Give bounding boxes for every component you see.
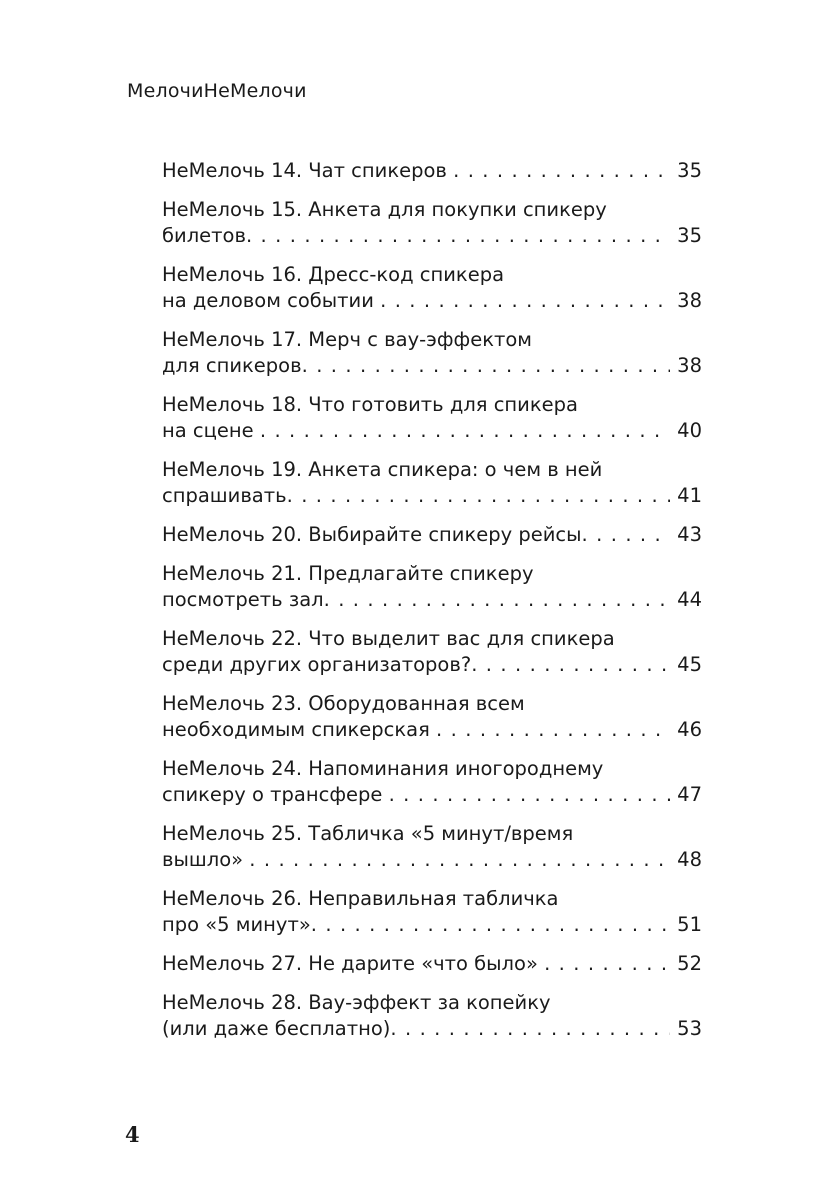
toc-entry[interactable] — [162, 197, 702, 249]
toc-leader-dots — [389, 782, 670, 808]
toc-entry[interactable] — [162, 691, 702, 743]
toc-entry-title-line: НеМелочь 26. Неправильная табличка — [162, 887, 559, 910]
toc-entry-last-line — [162, 587, 702, 613]
toc-entry-last-line — [162, 418, 702, 444]
toc-entry-title-tail: посмотреть зал — [162, 588, 324, 611]
toc-entry-title-tail: НеМелочь 27. Не дарите «что было» — [162, 952, 545, 975]
toc-leader-dots — [471, 652, 670, 678]
toc-entry-title-tail: среди других организаторов? — [162, 653, 472, 676]
toc-entry-last-line — [162, 158, 702, 184]
toc-page-number: 35 — [677, 159, 702, 182]
toc-entry[interactable] — [162, 821, 702, 873]
toc-page-number: 43 — [677, 523, 702, 546]
toc-entry-title-tail: (или даже бесплатно) — [162, 1017, 391, 1040]
toc-entry-title-tail: на сцене — [162, 419, 260, 442]
table-of-contents — [162, 158, 702, 1055]
toc-entry-title-tail: вышло» — [162, 848, 250, 871]
toc-entry[interactable] — [162, 626, 702, 678]
toc-leader-dots — [380, 288, 670, 314]
toc-leader-dots — [311, 912, 670, 938]
toc-leader-dots — [302, 353, 670, 379]
toc-page-number: 51 — [677, 913, 702, 936]
toc-entry-title-line: НеМелочь 22. Что выделит вас для спикера — [162, 627, 615, 650]
toc-entry[interactable] — [162, 990, 702, 1042]
toc-leader-dots — [260, 418, 670, 444]
toc-entry[interactable] — [162, 327, 702, 379]
toc-entry-title-line: НеМелочь 19. Анкета спикера: о чем в ней — [162, 458, 603, 481]
toc-page-number: 52 — [677, 952, 702, 975]
toc-entry[interactable] — [162, 262, 702, 314]
toc-entry-title-tail: спрашивать — [162, 484, 287, 507]
toc-entry-title-line: НеМелочь 16. Дресс-код спикера — [162, 263, 505, 286]
toc-entry-title-tail: на деловом событии — [162, 289, 381, 312]
toc-entry[interactable] — [162, 561, 702, 613]
toc-leader-dots — [453, 158, 670, 184]
toc-entry-title-tail: НеМелочь 20. Выбирайте спикеру рейсы — [162, 523, 582, 546]
toc-entry-last-line — [162, 522, 702, 548]
toc-entry-last-line — [162, 951, 702, 977]
toc-page-number: 48 — [677, 848, 702, 871]
toc-entry[interactable] — [162, 951, 702, 977]
toc-entry-last-line — [162, 288, 702, 314]
toc-entry-title-line: НеМелочь 15. Анкета для покупки спикеру — [162, 198, 607, 221]
toc-entry-last-line — [162, 1016, 702, 1042]
toc-entry-title-line: НеМелочь 28. Вау-эффект за копейку — [162, 991, 551, 1014]
toc-entry-title-line: НеМелочь 23. Оборудованная всем — [162, 692, 525, 715]
running-header: МелочиНеМелочи — [127, 80, 307, 102]
toc-entry-title-line: НеМелочь 24. Напоминания иногороднему — [162, 757, 604, 780]
toc-entry-last-line — [162, 483, 702, 509]
toc-entry-title-line: НеМелочь 21. Предлагайте спикеру — [162, 562, 534, 585]
page-number: 4 — [125, 1122, 140, 1147]
toc-leader-dots — [582, 522, 670, 548]
toc-leader-dots — [544, 951, 670, 977]
toc-leader-dots — [287, 483, 670, 509]
toc-page-number: 47 — [677, 783, 702, 806]
toc-entry-last-line — [162, 782, 702, 808]
toc-entry[interactable] — [162, 158, 702, 184]
toc-leader-dots — [390, 1016, 670, 1042]
toc-entry-title-tail: необходимым спикерская — [162, 718, 437, 741]
toc-entry-last-line — [162, 912, 702, 938]
toc-entry-last-line — [162, 717, 702, 743]
toc-page-number: 40 — [677, 419, 702, 442]
toc-entry[interactable] — [162, 392, 702, 444]
toc-entry-title-line: НеМелочь 25. Табличка «5 минут/время — [162, 822, 574, 845]
toc-page-number: 46 — [677, 718, 702, 741]
toc-entry[interactable] — [162, 756, 702, 808]
toc-entry-title-tail: билетов — [162, 224, 246, 247]
toc-entry-last-line — [162, 652, 702, 678]
toc-entry-title-tail: НеМелочь 14. Чат спикеров — [162, 159, 454, 182]
toc-entry-last-line — [162, 847, 702, 873]
toc-page-number: 41 — [677, 484, 702, 507]
toc-entry-title-tail: про «5 минут» — [162, 913, 311, 936]
toc-leader-dots — [324, 587, 670, 613]
toc-leader-dots — [249, 847, 670, 873]
toc-entry[interactable] — [162, 886, 702, 938]
toc-entry-last-line — [162, 353, 702, 379]
toc-entry-last-line — [162, 223, 702, 249]
toc-page-number: 38 — [677, 354, 702, 377]
toc-page-number: 53 — [677, 1017, 702, 1040]
toc-page-number: 44 — [677, 588, 702, 611]
toc-entry[interactable] — [162, 522, 702, 548]
toc-page-number: 35 — [677, 224, 702, 247]
toc-entry-title-line: НеМелочь 17. Мерч с вау-эффектом — [162, 328, 532, 351]
toc-entry-title-line: НеМелочь 18. Что готовить для спикера — [162, 393, 578, 416]
toc-entry-title-tail: для спикеров — [162, 354, 302, 377]
toc-page-number: 38 — [677, 289, 702, 312]
toc-entry[interactable] — [162, 457, 702, 509]
toc-leader-dots — [246, 223, 670, 249]
toc-leader-dots — [436, 717, 670, 743]
toc-page-number: 45 — [677, 653, 702, 676]
toc-entry-title-tail: спикеру о трансфере — [162, 783, 389, 806]
